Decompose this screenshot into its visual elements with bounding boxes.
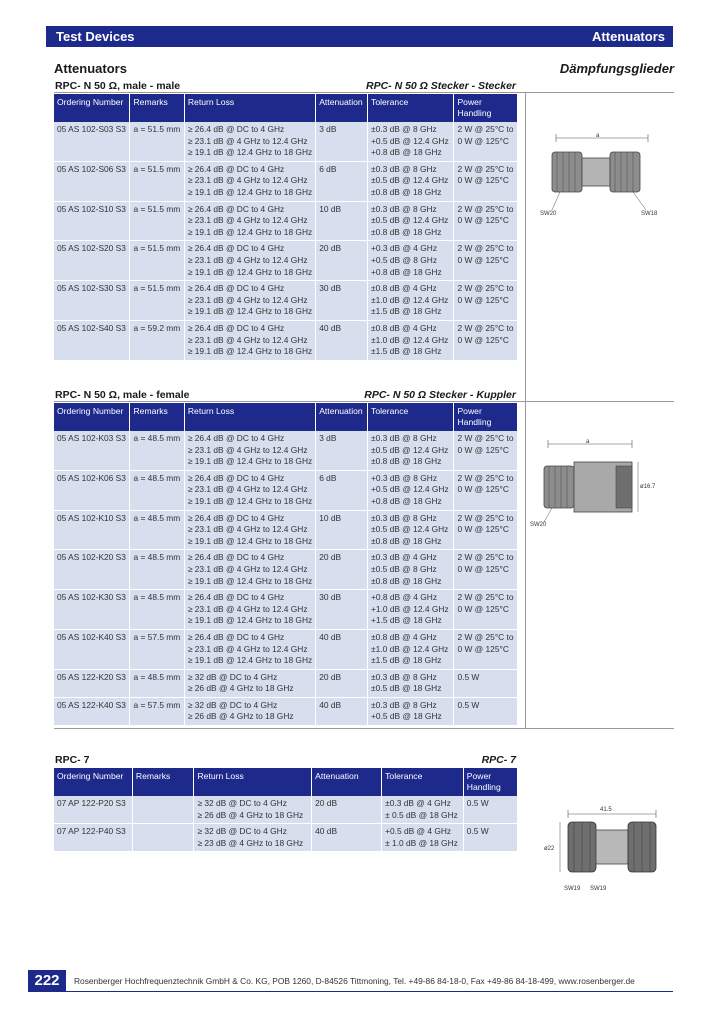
cell-tolerance: ±0.8 dB @ 4 GHz ±1.0 dB @ 12.4 GHz ±1.5 dB @ 18 GHz (368, 629, 454, 669)
length-label: 41.5 (600, 807, 612, 813)
cell-power-handling: 2 W @ 25°C to 0 W @ 125°C (454, 161, 518, 201)
cell-tolerance: +0.5 dB @ 4 GHz ± 1.0 dB @ 18 GHz (382, 824, 464, 852)
cell-tolerance: ±0.8 dB @ 4 GHz ±1.0 dB @ 12.4 GHz ±1.5 dB @ 18 GHz (368, 281, 454, 321)
section2-title-german: RPC- N 50 Ω Stecker - Kuppler (364, 389, 516, 401)
table-row (54, 122, 518, 161)
cell-power-handling: 2 W @ 25°C to 0 W @ 125°C (454, 550, 518, 590)
table-row (54, 161, 518, 201)
cell-tolerance: ±0.3 dB @ 8 GHz +0.5 dB @ 18 GHz (368, 697, 454, 725)
cell-tolerance: ±0.8 dB @ 4 GHz ±1.0 dB @ 12.4 GHz ±1.5 dB @ 18 GHz (368, 320, 454, 360)
section2-title: RPC- N 50 Ω, male - female (55, 389, 190, 401)
table-row (54, 669, 518, 697)
header-ordering-number: Ordering Number (54, 94, 130, 122)
cell-power-handling: 0.5 W (463, 796, 517, 824)
cell-return-loss: ≥ 26.4 dB @ DC to 4 GHz ≥ 23.1 dB @ 4 GHz to 12.4 GHz ≥ 19.1 dB @ 12.4 GHz to 18 GHz (184, 320, 315, 360)
table-row (54, 241, 518, 281)
cell-return-loss: ≥ 26.4 dB @ DC to 4 GHz ≥ 23.1 dB @ 4 GHz to 12.4 GHz ≥ 19.1 dB @ 12.4 GHz to 18 GHz (184, 629, 315, 669)
cell-tolerance: ±0.3 dB @ 8 GHz ±0.5 dB @ 12.4 GHz ±0.8 dB @ 18 GHz (368, 431, 454, 470)
cell-remarks: a = 51.5 mm (130, 241, 184, 281)
dimension-a-label: a (586, 439, 590, 445)
table-row (54, 281, 518, 321)
cell-ordering-number: 07 AP 122-P40 S3 (54, 824, 132, 852)
header-left: Test Devices (56, 29, 135, 44)
table-row (54, 824, 518, 852)
cell-tolerance: +0.3 dB @ 4 GHz +0.5 dB @ 8 GHz +0.8 dB @ 18 GHz (368, 241, 454, 281)
cell-tolerance: ±0.3 dB @ 8 GHz ±0.5 dB @ 18 GHz (368, 669, 454, 697)
header-tolerance: Tolerance (368, 94, 454, 122)
diameter-label: ø16.7 (640, 484, 656, 490)
cell-tolerance: ±0.3 dB @ 8 GHz ±0.5 dB @ 12.4 GHz ±0.8 dB @ 18 GHz (368, 201, 454, 241)
cell-power-handling: 2 W @ 25°C to 0 W @ 125°C (454, 470, 518, 510)
table-row (54, 550, 518, 590)
section3-title: RPC- 7 (55, 754, 90, 766)
cell-remarks: a = 51.5 mm (130, 201, 184, 241)
wrench-size-label: SW20 (530, 522, 547, 528)
cell-attenuation: 6 dB (316, 161, 368, 201)
wrench-size-left: SW19 (564, 886, 581, 892)
cell-remarks: a = 48.5 mm (130, 510, 184, 550)
cell-attenuation: 20 dB (316, 669, 368, 697)
cell-power-handling: 2 W @ 25°C to 0 W @ 125°C (454, 281, 518, 321)
cell-return-loss: ≥ 26.4 dB @ DC to 4 GHz ≥ 23.1 dB @ 4 GHz to 12.4 GHz ≥ 19.1 dB @ 12.4 GHz to 18 GHz (184, 550, 315, 590)
cell-ordering-number: 05 AS 102-K03 S3 (54, 431, 130, 470)
cell-power-handling: 0.5 W (454, 697, 518, 725)
section1-title: RPC- N 50 Ω, male - male (55, 80, 181, 92)
cell-attenuation: 30 dB (316, 590, 368, 630)
page-title-german: Dämpfungsglieder (559, 61, 674, 76)
cell-power-handling: 0.5 W (454, 669, 518, 697)
table-row (54, 510, 518, 550)
cell-ordering-number: 05 AS 102-K20 S3 (54, 550, 130, 590)
section3-title-german: RPC- 7 (481, 754, 516, 766)
cell-attenuation: 40 dB (316, 320, 368, 360)
wrench-size-right: SW18 (641, 211, 658, 217)
section2-rule (54, 401, 674, 402)
diameter-label: ø22 (544, 846, 555, 852)
cell-ordering-number: 05 AS 102-K10 S3 (54, 510, 130, 550)
cell-tolerance: +0.8 dB @ 4 GHz +1.0 dB @ 12.4 GHz +1.5 dB @ 18 GHz (368, 590, 454, 630)
wrench-size-left: SW20 (540, 211, 557, 217)
cell-power-handling: 2 W @ 25°C to 0 W @ 125°C (454, 629, 518, 669)
cell-remarks: a = 57.5 mm (130, 629, 184, 669)
cell-return-loss: ≥ 26.4 dB @ DC to 4 GHz ≥ 23.1 dB @ 4 GHz to 12.4 GHz ≥ 19.1 dB @ 12.4 GHz to 18 GHz (184, 431, 315, 470)
cell-attenuation: 3 dB (316, 431, 368, 470)
cell-ordering-number: 05 AS 102-S20 S3 (54, 241, 130, 281)
header-right: Attenuators (592, 29, 665, 44)
table-row (54, 201, 518, 241)
page-number: 222 (28, 970, 66, 992)
column-divider (525, 92, 526, 728)
cell-remarks: a = 48.5 mm (130, 470, 184, 510)
cell-tolerance: ±0.3 dB @ 8 GHz ±0.5 dB @ 12.4 GHz ±0.8 dB @ 18 GHz (368, 510, 454, 550)
cell-power-handling: 2 W @ 25°C to 0 W @ 125°C (454, 320, 518, 360)
table-row (54, 590, 518, 630)
cell-ordering-number: 07 AP 122-P20 S3 (54, 796, 132, 824)
cell-ordering-number: 05 AS 122-K40 S3 (54, 697, 130, 725)
cell-return-loss: ≥ 26.4 dB @ DC to 4 GHz ≥ 23.1 dB @ 4 GHz to 12.4 GHz ≥ 19.1 dB @ 12.4 GHz to 18 GHz (184, 161, 315, 201)
cell-return-loss: ≥ 32 dB @ DC to 4 GHz ≥ 26 dB @ 4 GHz to 18 GHz (184, 669, 315, 697)
footer-address: Rosenberger Hochfrequenztechnik GmbH & Co. KG, POB 1260, D-84526 Tittmoning, Tel. +49-86 84-18-0, Fax +49-86 84-18-499, www.rosenberger.de (74, 976, 635, 986)
cell-tolerance: ±0.3 dB @ 4 GHz ±0.5 dB @ 8 GHz ±0.8 dB @ 18 GHz (368, 550, 454, 590)
cell-attenuation: 10 dB (316, 510, 368, 550)
header-power-handling: Power Handling (454, 94, 518, 122)
cell-return-loss: ≥ 32 dB @ DC to 4 GHz ≥ 26 dB @ 4 GHz to 18 GHz (194, 796, 312, 824)
table-row (54, 320, 518, 360)
cell-ordering-number: 05 AS 102-S06 S3 (54, 161, 130, 201)
table-row (54, 629, 518, 669)
cell-return-loss: ≥ 26.4 dB @ DC to 4 GHz ≥ 23.1 dB @ 4 GHz to 12.4 GHz ≥ 19.1 dB @ 12.4 GHz to 18 GHz (184, 590, 315, 630)
cell-return-loss: ≥ 26.4 dB @ DC to 4 GHz ≥ 23.1 dB @ 4 GHz to 12.4 GHz ≥ 19.1 dB @ 12.4 GHz to 18 GHz (184, 201, 315, 241)
cell-return-loss: ≥ 26.4 dB @ DC to 4 GHz ≥ 23.1 dB @ 4 GHz to 12.4 GHz ≥ 19.1 dB @ 12.4 GHz to 18 GHz (184, 122, 315, 161)
cell-remarks (132, 796, 194, 824)
header-tolerance: Tolerance (382, 768, 464, 796)
attenuator-male-male-drawing (538, 130, 668, 220)
cell-return-loss: ≥ 32 dB @ DC to 4 GHz ≥ 26 dB @ 4 GHz to 18 GHz (184, 697, 315, 725)
cell-remarks: a = 51.5 mm (130, 122, 184, 161)
table-male-male (54, 94, 518, 361)
section3-rule (54, 728, 674, 729)
header-remarks: Remarks (130, 94, 184, 122)
header-ordering-number: Ordering Number (54, 768, 132, 796)
header-attenuation: Attenuation (316, 94, 368, 122)
cell-return-loss: ≥ 26.4 dB @ DC to 4 GHz ≥ 23.1 dB @ 4 GHz to 12.4 GHz ≥ 19.1 dB @ 12.4 GHz to 18 GHz (184, 470, 315, 510)
header-remarks: Remarks (132, 768, 194, 796)
cell-remarks: a = 51.5 mm (130, 281, 184, 321)
cell-power-handling: 2 W @ 25°C to 0 W @ 125°C (454, 510, 518, 550)
cell-ordering-number: 05 AS 102-K30 S3 (54, 590, 130, 630)
cell-remarks: a = 51.5 mm (130, 161, 184, 201)
header-attenuation: Attenuation (316, 403, 368, 431)
cell-power-handling: 2 W @ 25°C to 0 W @ 125°C (454, 201, 518, 241)
cell-return-loss: ≥ 26.4 dB @ DC to 4 GHz ≥ 23.1 dB @ 4 GHz to 12.4 GHz ≥ 19.1 dB @ 12.4 GHz to 18 GHz (184, 241, 315, 281)
cell-power-handling: 2 W @ 25°C to 0 W @ 125°C (454, 590, 518, 630)
wrench-size-right: SW19 (590, 886, 607, 892)
attenuator-male-female-drawing (528, 436, 668, 536)
header-tolerance: Tolerance (368, 403, 454, 431)
cell-attenuation: 20 dB (316, 550, 368, 590)
section1-title-german: RPC- N 50 Ω Stecker - Stecker (365, 80, 516, 92)
cell-attenuation: 20 dB (316, 241, 368, 281)
cell-remarks: a = 48.5 mm (130, 590, 184, 630)
cell-ordering-number: 05 AS 102-K06 S3 (54, 470, 130, 510)
cell-attenuation: 30 dB (316, 281, 368, 321)
cell-ordering-number: 05 AS 102-S10 S3 (54, 201, 130, 241)
table-row (54, 470, 518, 510)
cell-remarks: a = 48.5 mm (130, 550, 184, 590)
cell-tolerance: ±0.3 dB @ 4 GHz ± 0.5 dB @ 18 GHz (382, 796, 464, 824)
cell-ordering-number: 05 AS 102-K40 S3 (54, 629, 130, 669)
header-power-handling: Power Handling (454, 403, 518, 431)
table-row (54, 796, 518, 824)
header-ordering-number: Ordering Number (54, 403, 130, 431)
cell-power-handling: 2 W @ 25°C to 0 W @ 125°C (454, 122, 518, 161)
header-power-handling: Power Handling (463, 768, 517, 796)
cell-remarks: a = 48.5 mm (130, 669, 184, 697)
cell-power-handling: 0.5 W (463, 824, 517, 852)
cell-return-loss: ≥ 32 dB @ DC to 4 GHz ≥ 23 dB @ 4 GHz to 18 GHz (194, 824, 312, 852)
cell-attenuation: 3 dB (316, 122, 368, 161)
cell-ordering-number: 05 AS 102-S30 S3 (54, 281, 130, 321)
header-attenuation: Attenuation (312, 768, 382, 796)
table-male-female (54, 403, 518, 726)
cell-attenuation: 40 dB (316, 697, 368, 725)
page-title: Attenuators (54, 61, 127, 76)
table-row (54, 431, 518, 470)
dimension-a-label: a (596, 133, 600, 139)
cell-remarks: a = 48.5 mm (130, 431, 184, 470)
section1-rule (54, 92, 674, 93)
cell-attenuation: 20 dB (312, 796, 382, 824)
cell-tolerance: ±0.3 dB @ 8 GHz ±0.5 dB @ 12.4 GHz ±0.8 dB @ 18 GHz (368, 161, 454, 201)
attenuator-rpc7-drawing (540, 800, 670, 895)
cell-remarks: a = 59.2 mm (130, 320, 184, 360)
cell-attenuation: 40 dB (316, 629, 368, 669)
cell-power-handling: 2 W @ 25°C to 0 W @ 125°C (454, 431, 518, 470)
cell-return-loss: ≥ 26.4 dB @ DC to 4 GHz ≥ 23.1 dB @ 4 GHz to 12.4 GHz ≥ 19.1 dB @ 12.4 GHz to 18 GHz (184, 281, 315, 321)
cell-return-loss: ≥ 26.4 dB @ DC to 4 GHz ≥ 23.1 dB @ 4 GHz to 12.4 GHz ≥ 19.1 dB @ 12.4 GHz to 18 GHz (184, 510, 315, 550)
cell-tolerance: +0.3 dB @ 8 GHz +0.5 dB @ 12.4 GHz +0.8 dB @ 18 GHz (368, 470, 454, 510)
header-remarks: Remarks (130, 403, 184, 431)
header-return-loss: Return Loss (194, 768, 312, 796)
cell-remarks: a = 57.5 mm (130, 697, 184, 725)
cell-ordering-number: 05 AS 122-K20 S3 (54, 669, 130, 697)
cell-attenuation: 10 dB (316, 201, 368, 241)
cell-attenuation: 40 dB (312, 824, 382, 852)
cell-ordering-number: 05 AS 102-S03 S3 (54, 122, 130, 161)
table-rpc7 (54, 768, 518, 852)
cell-tolerance: ±0.3 dB @ 8 GHz +0.5 dB @ 12.4 GHz +0.8 dB @ 18 GHz (368, 122, 454, 161)
cell-attenuation: 6 dB (316, 470, 368, 510)
cell-remarks (132, 824, 194, 852)
header-return-loss: Return Loss (184, 403, 315, 431)
table-row (54, 697, 518, 725)
cell-ordering-number: 05 AS 102-S40 S3 (54, 320, 130, 360)
cell-power-handling: 2 W @ 25°C to 0 W @ 125°C (454, 241, 518, 281)
header-bar (46, 26, 673, 47)
footer-rule (66, 991, 673, 992)
header-return-loss: Return Loss (184, 94, 315, 122)
